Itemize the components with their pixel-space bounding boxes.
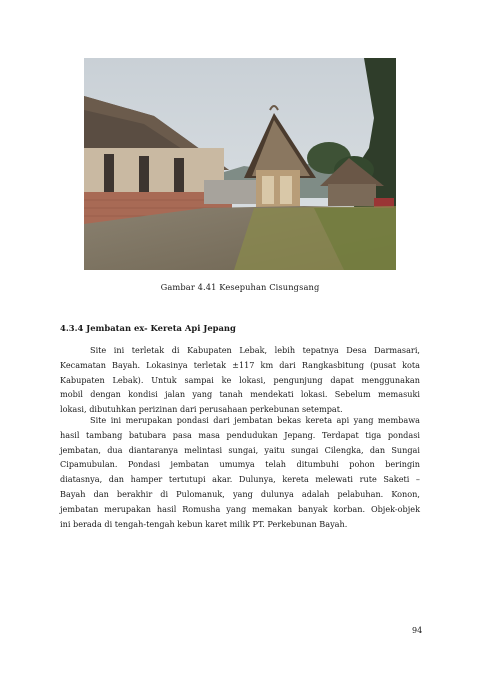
paragraph-line: Site ini merupakan pondasi dari jembatan bekas kereta api yang membawa	[90, 415, 420, 425]
paragraph-line: Kecamatan Bayah. Lokasinya terletak ±117 km dari Rangkasbitung (pusat kota	[60, 359, 420, 370]
paragraph-line: ini berada di tengah-tengah kebun karet milik PT. Perkebunan Bayah.	[60, 518, 348, 529]
paragraph-line: Cipamubulan. Pondasi jembatan umumya telah ditumbuhi pohon beringin	[60, 459, 420, 470]
paragraph-2	[60, 413, 420, 531]
paragraph-line: jembatan merupakan hasil Romusha yang memakan banyak korban. Objek-objek	[60, 503, 420, 514]
section-heading: 4.3.4 Jembatan ex- Kereta Api Jepang	[60, 323, 236, 333]
paragraph-line: hasil tambang batubara pasa masa pendudukan Jepang. Terdapat tiga pondasi	[60, 429, 420, 440]
paragraph-line: jembatan, dua diantaranya melintasi sungai, yaitu sungai Cilengka, dan Sungai	[60, 444, 420, 455]
photo-kesepuhan-cisungsang	[84, 58, 396, 270]
figure-photo	[84, 58, 396, 270]
figure-caption: Gambar 4.41 Kesepuhan Cisungsang	[160, 282, 320, 292]
paragraph-line: Kabupaten Lebak). Untuk sampai ke lokasi, pengunjung dapat menggunakan	[60, 374, 420, 385]
paragraph-line: Bayah dan berakhir di Pulomanuk, yang dulunya adalah pelabuhan. Konon,	[60, 488, 420, 499]
paragraph-line: diatasnya, dan hamper tertutupi akar. Dulunya, kereta melewati rute Saketi –	[60, 474, 420, 485]
paragraph-line: Site ini terletak di Kabupaten Lebak, lebih tepatnya Desa Darmasari,	[90, 345, 420, 355]
paragraph-line: mobil dengan kondisi jalan yang tanah mendekati lokasi. Sebelum memasuki	[60, 389, 420, 400]
paragraph-1	[60, 343, 420, 417]
page-number: 94	[412, 626, 423, 635]
paragraph-line: lokasi, dibutuhkan perizinan dari perusahaan perkebunan setempat.	[60, 404, 343, 415]
